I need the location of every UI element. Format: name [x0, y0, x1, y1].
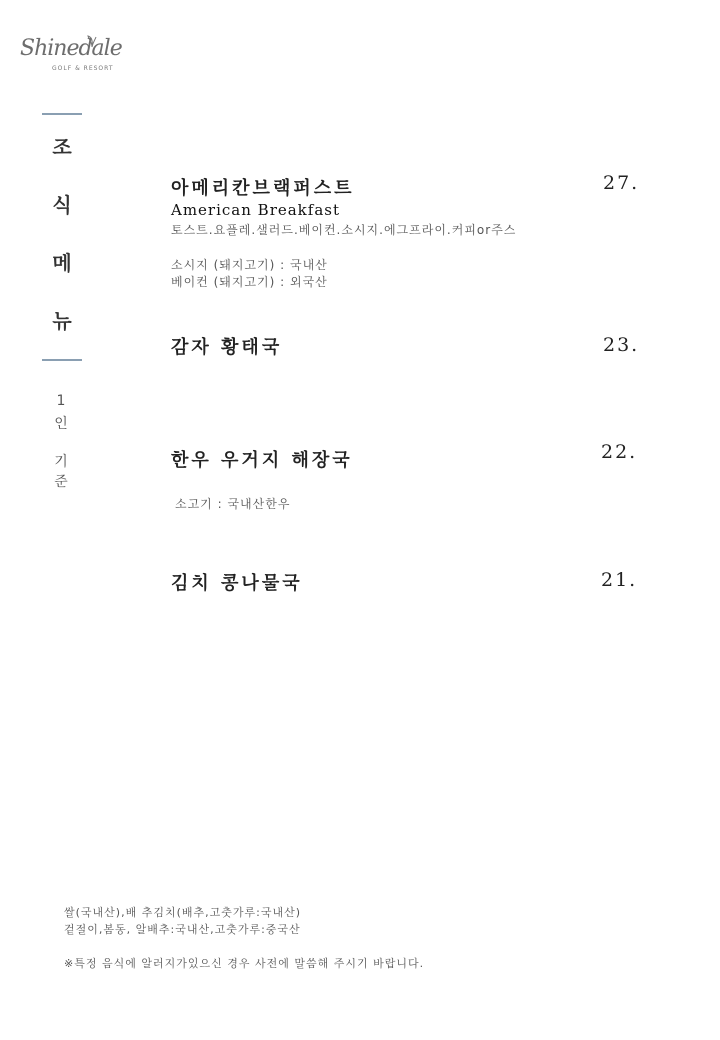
sidebar-title-char-1: 조 — [52, 135, 72, 159]
leaf-icon — [86, 34, 98, 48]
sidebar-title-char-3: 메 — [52, 251, 72, 275]
menu-item-name: 김치 콩나물국 — [171, 573, 303, 594]
sidebar-rule-bottom — [42, 359, 82, 361]
menu-item-english-name: American Breakfast — [171, 201, 340, 219]
resort-logo — [18, 36, 122, 76]
sidebar-note-char-1: 1 — [56, 393, 66, 409]
menu-item-components: 토스트.요플레.샐러드.베이컨.소시지.에그프라이.커피or주스 — [171, 223, 517, 237]
menu-item-origin: 베이컨 (돼지고기) : 외국산 — [171, 275, 328, 289]
sidebar-title-char-4: 뉴 — [52, 309, 72, 333]
menu-item-price: 21. — [601, 569, 638, 591]
logo-subtitle: GOLF & RESORT — [52, 65, 114, 72]
sidebar-rule-top — [42, 113, 82, 115]
menu-item-price: 27. — [603, 172, 640, 194]
allergy-notice: ※특정 음식에 알러지가있으신 경우 사전에 말씀해 주시기 바랍니다. — [64, 957, 425, 970]
origin-notice-line-2: 겉절이,봄동, 알배추:국내산,고춧가루:중국산 — [64, 923, 301, 936]
logo-script: Shinedale — [20, 36, 122, 61]
menu-item-name: 감자 황태국 — [171, 337, 283, 358]
menu-item-price: 23. — [603, 334, 640, 356]
sidebar-title-char-2: 식 — [52, 193, 72, 217]
menu-item-name: 아메리칸브랙퍼스트 — [171, 178, 355, 199]
menu-item-name: 한우 우거지 해장국 — [171, 450, 353, 471]
sidebar-note-char-4: 준 — [54, 474, 68, 490]
menu-item-origin: 소시지 (돼지고기) : 국내산 — [171, 258, 328, 272]
menu-item-price: 22. — [601, 441, 638, 463]
sidebar-note-char-2: 인 — [54, 416, 68, 432]
menu-item-origin: 소고기 : 국내산한우 — [175, 497, 291, 511]
sidebar-note-char-3: 기 — [54, 454, 68, 470]
origin-notice-line-1: 쌀(국내산),배 추김치(배추,고춧가루:국내산) — [64, 906, 302, 919]
